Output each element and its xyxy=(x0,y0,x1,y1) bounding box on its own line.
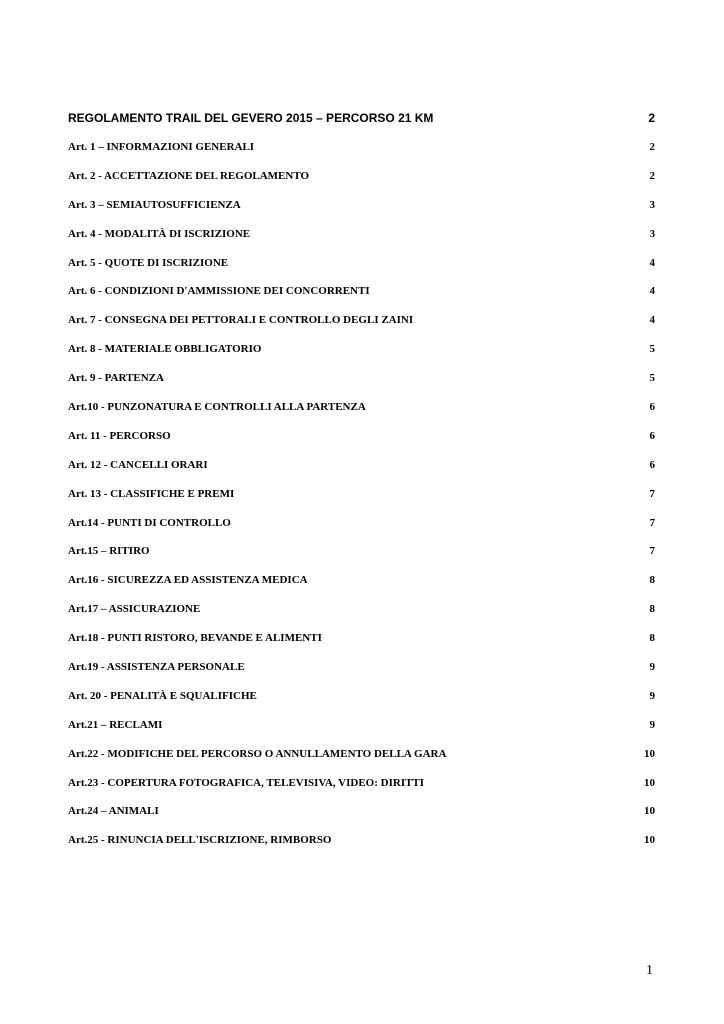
toc-entry[interactable] xyxy=(68,454,655,483)
toc-entry-page: 6 xyxy=(649,458,655,471)
toc-entry-title: Art.25 - RINUNCIA DELL'ISCRIZIONE, RIMBORSO xyxy=(68,834,332,847)
toc-entry-title: Art. 1 – INFORMAZIONI GENERALI xyxy=(68,141,255,153)
toc-entry[interactable] xyxy=(68,656,655,685)
toc-entry[interactable] xyxy=(68,540,655,569)
toc-entry-page: 4 xyxy=(649,256,655,269)
toc-entry-title: Art.24 – ANIMALI xyxy=(68,805,159,818)
toc-entry[interactable] xyxy=(68,743,655,772)
toc-entry-title: Art. 6 - CONDIZIONI D'AMMISSIONE DEI CONCORRENTI xyxy=(68,285,370,298)
toc-entry-page: 8 xyxy=(649,632,655,645)
toc-entry[interactable] xyxy=(68,367,655,396)
toc-entry-page: 7 xyxy=(649,487,655,500)
toc-entry-page: 4 xyxy=(649,314,655,327)
toc-entries xyxy=(68,136,655,858)
toc-entry-page: 4 xyxy=(649,285,655,298)
toc-entry[interactable] xyxy=(68,338,655,367)
toc-heading-title: REGOLAMENTO TRAIL DEL GEVERO 2015 – PERCORSO 21 KM xyxy=(68,111,434,125)
toc-entry-title: Art.18 - PUNTI RISTORO, BEVANDE E ALIMENTI xyxy=(68,632,322,645)
toc-entry-title: Art. 2 - ACCETTAZIONE DEL REGOLAMENTO xyxy=(68,169,310,182)
toc-entry-page: 6 xyxy=(649,429,655,442)
toc-entry-title: Art. 3 – SEMIAUTOSUFFICIENZA xyxy=(68,198,241,211)
table-of-contents xyxy=(68,107,655,858)
toc-entry-page: 9 xyxy=(649,718,655,731)
toc-entry[interactable] xyxy=(68,512,655,541)
toc-entry-page: 8 xyxy=(649,603,655,616)
toc-entry-page: 3 xyxy=(649,198,655,211)
toc-entry-title: Art.17 – ASSICURAZIONE xyxy=(68,603,201,616)
toc-entry[interactable] xyxy=(68,136,655,165)
toc-entry-title: Art. 5 - QUOTE DI ISCRIZIONE xyxy=(68,256,229,269)
toc-entry-title: Art. 8 - MATERIALE OBBLIGATORIO xyxy=(68,343,262,356)
toc-entry-title: Art. 11 - PERCORSO xyxy=(68,429,171,442)
toc-entry-page: 6 xyxy=(649,401,655,414)
toc-entry-title: Art.14 - PUNTI DI CONTROLLO xyxy=(68,516,231,529)
toc-entry[interactable] xyxy=(68,772,655,801)
toc-entry-title: Art.10 - PUNZONATURA E CONTROLLI ALLA PARTENZA xyxy=(68,401,366,414)
toc-entry-page: 10 xyxy=(644,834,655,847)
toc-entry-page: 10 xyxy=(644,747,655,760)
toc-entry-page: 7 xyxy=(649,516,655,529)
toc-entry[interactable] xyxy=(68,425,655,454)
toc-entry[interactable] xyxy=(68,252,655,281)
toc-entry[interactable] xyxy=(68,569,655,598)
toc-entry-page: 10 xyxy=(644,805,655,818)
toc-entry-page: 7 xyxy=(649,545,655,558)
toc-entry[interactable] xyxy=(68,194,655,223)
toc-entry[interactable] xyxy=(68,396,655,425)
toc-entry-title: Art. 9 - PARTENZA xyxy=(68,372,164,385)
toc-entry-title: Art. 12 - CANCELLI ORARI xyxy=(68,458,208,471)
toc-entry-title: Art.16 - SICUREZZA ED ASSISTENZA MEDICA xyxy=(68,574,308,587)
toc-entry[interactable] xyxy=(68,829,655,858)
toc-heading-page: 2 xyxy=(648,111,655,125)
toc-entry[interactable] xyxy=(68,309,655,338)
toc-entry-title: Art. 4 - MODALITÀ DI ISCRIZIONE xyxy=(68,227,251,240)
toc-entry[interactable] xyxy=(68,280,655,309)
toc-entry-page: 10 xyxy=(644,776,655,789)
toc-entry-page: 3 xyxy=(649,227,655,240)
toc-entry[interactable] xyxy=(68,627,655,656)
toc-entry-title: Art.23 - COPERTURA FOTOGRAFICA, TELEVISIVA, VIDEO: DIRITTI xyxy=(68,776,425,789)
toc-entry-page: 8 xyxy=(649,574,655,587)
page-number: 1 xyxy=(646,963,653,978)
toc-entry-page: 9 xyxy=(649,689,655,702)
toc-entry[interactable] xyxy=(68,223,655,252)
toc-entry[interactable] xyxy=(68,598,655,627)
toc-entry[interactable] xyxy=(68,483,655,512)
toc-entry-page: 2 xyxy=(649,169,655,182)
toc-entry-title: Art.15 – RITIRO xyxy=(68,545,150,558)
toc-entry-title: Art. 20 - PENALITÀ E SQUALIFICHE xyxy=(68,689,257,702)
toc-entry[interactable] xyxy=(68,165,655,194)
toc-entry-page: 5 xyxy=(649,372,655,385)
toc-entry-page: 9 xyxy=(649,661,655,674)
toc-entry-title: Art. 7 - CONSEGNA DEI PETTORALI E CONTROLLO DEGLI ZAINI xyxy=(68,314,414,327)
toc-heading[interactable] xyxy=(68,107,655,129)
toc-entry-title: Art. 13 - CLASSIFICHE E PREMI xyxy=(68,487,235,500)
toc-entry-title: Art.22 - MODIFICHE DEL PERCORSO O ANNULLAMENTO DELLA GARA xyxy=(68,747,447,760)
toc-entry[interactable] xyxy=(68,714,655,743)
toc-entry[interactable] xyxy=(68,685,655,714)
toc-entry[interactable] xyxy=(68,800,655,829)
toc-entry-title: Art.19 - ASSISTENZA PERSONALE xyxy=(68,661,245,674)
toc-entry-page: 2 xyxy=(649,141,655,153)
toc-entry-title: Art.21 – RECLAMI xyxy=(68,718,163,731)
toc-entry-page: 5 xyxy=(649,343,655,356)
